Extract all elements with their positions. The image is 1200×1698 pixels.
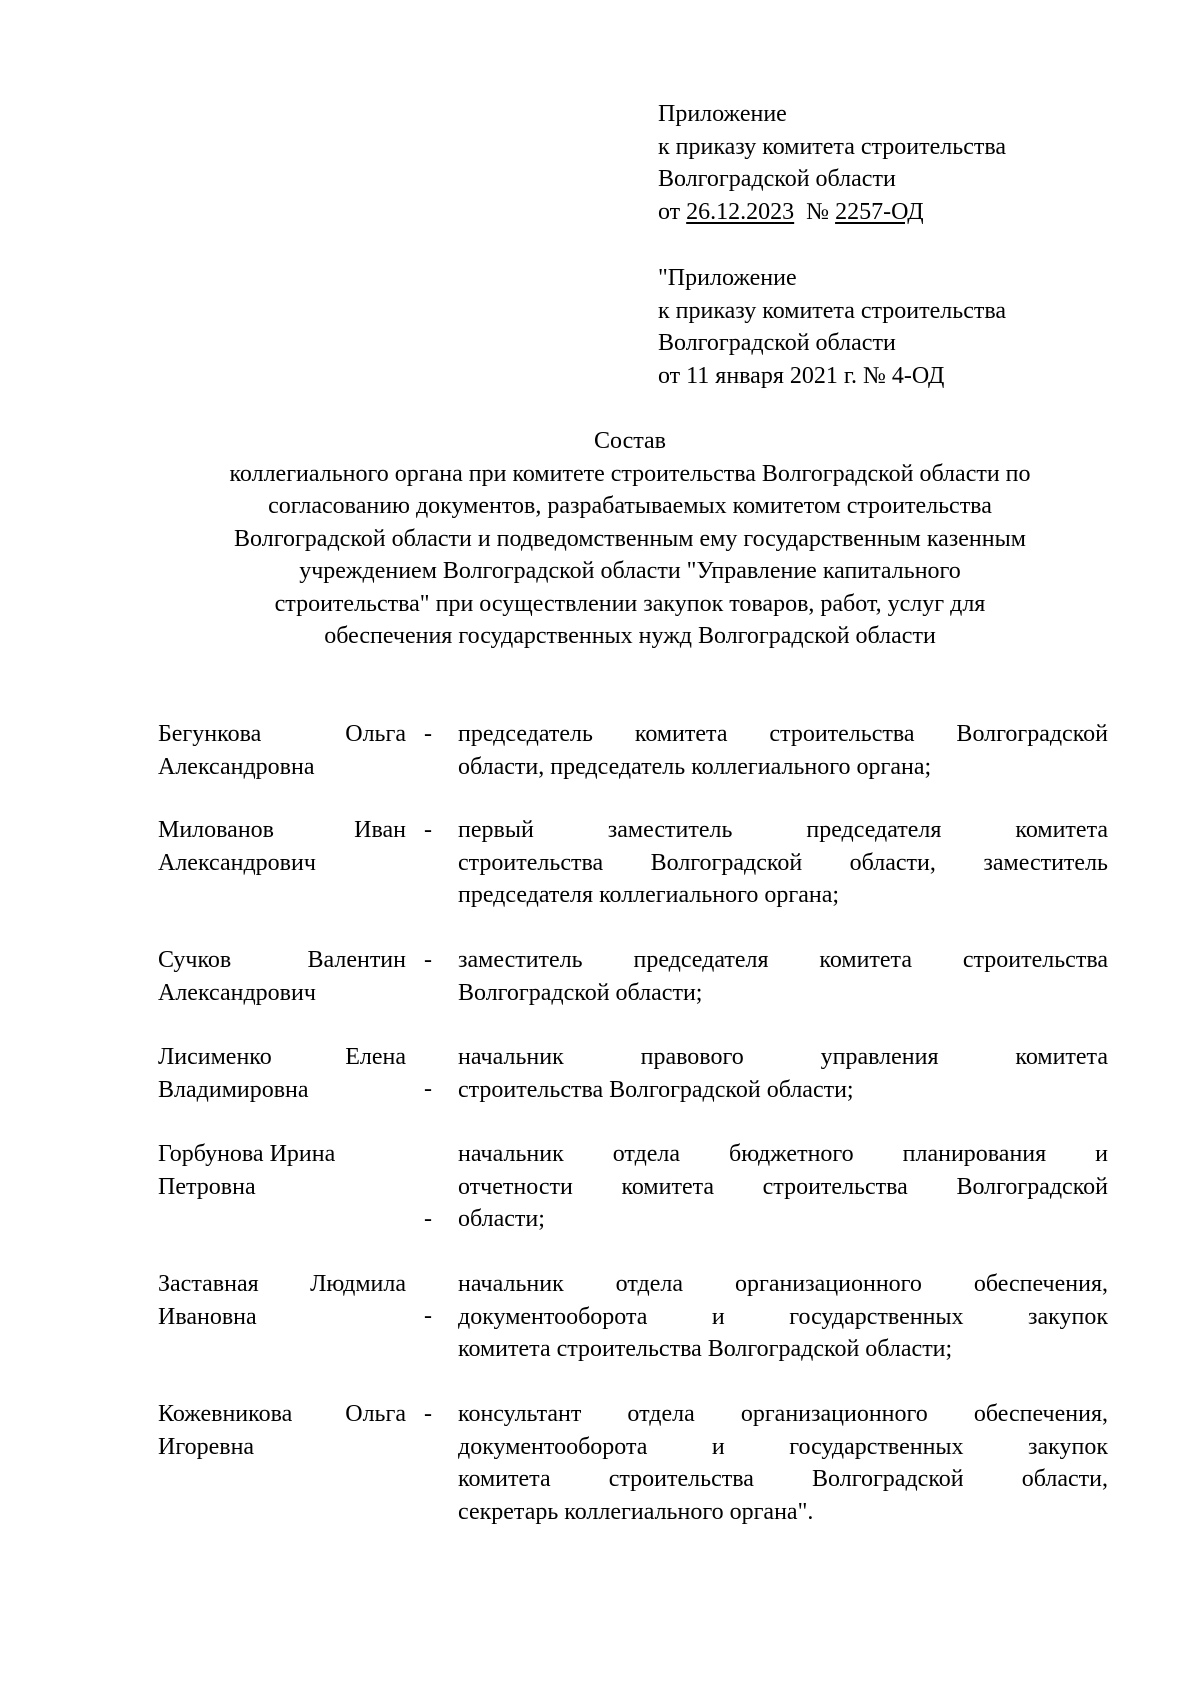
member-dash: - xyxy=(424,947,432,973)
member-name xyxy=(158,1041,406,1106)
member-name xyxy=(158,814,406,879)
stamp-region-line: Волгоградской области xyxy=(658,330,896,356)
title-line: Волгоградской области и подведомственным ему государственным казенным xyxy=(234,525,1026,552)
member-name-line: Кожевникова Ольга xyxy=(158,1401,406,1427)
title-line: обеспечения государственных нужд Волгоградской области xyxy=(324,623,936,649)
stamp-date-line: от 11 января 2021 г. № 4-ОД xyxy=(658,362,945,389)
member-name xyxy=(158,1138,406,1203)
role-line: комитета строительства Волгоградской области; xyxy=(458,1336,953,1362)
stamp-date: 26.12.2023 xyxy=(686,198,795,225)
role-line: документооборота и государственных закупок xyxy=(458,1433,1108,1460)
role-line: председателя коллегиального органа; xyxy=(458,882,840,908)
member-dash: - xyxy=(424,1303,432,1329)
stamp-heading: Приложение xyxy=(658,101,787,127)
role-line: первый заместитель председателя комитета xyxy=(458,817,1108,843)
member-name xyxy=(158,1398,406,1463)
role-line: начальник правового управления комитета xyxy=(458,1044,1108,1070)
title-line: коллегиального органа при комитете строительства Волгоградской области по xyxy=(229,460,1031,487)
member-name-line: Александрович xyxy=(158,979,316,1006)
member-name-line: Александрович xyxy=(158,849,316,876)
stamp-region-line: Волгоградской области xyxy=(658,166,896,192)
appendix-stamp-original xyxy=(658,262,1178,392)
member-name xyxy=(158,1268,406,1333)
member-name-line: Александровна xyxy=(158,753,315,780)
stamp-date-prefix: от xyxy=(658,198,681,225)
role-line: строительства Волгоградской области, заместитель xyxy=(458,849,1108,876)
member-name-line: Игоревна xyxy=(158,1433,255,1460)
role-line: комитета строительства Волгоградской области, xyxy=(458,1466,1108,1492)
member-role xyxy=(458,944,1108,1009)
member-name xyxy=(158,944,406,1009)
role-line: строительства Волгоградской области; xyxy=(458,1076,854,1103)
role-line: секретарь коллегиального органа". xyxy=(458,1498,814,1525)
role-line: документооборота и государственных закупок xyxy=(458,1303,1108,1330)
member-dash: - xyxy=(424,1206,432,1232)
member-dash: - xyxy=(424,1401,432,1427)
member-role xyxy=(458,1268,1108,1366)
role-line: консультант отдела организационного обеспечения, xyxy=(458,1401,1108,1427)
role-line: председатель комитета строительства Волгоградской xyxy=(458,721,1108,747)
role-line: области, председатель коллегиального органа; xyxy=(458,753,932,780)
member-name-line: Бегункова Ольга xyxy=(158,721,406,747)
stamp-date-line xyxy=(658,196,1178,229)
stamp-order-line: к приказу комитета строительства xyxy=(658,133,1007,160)
member-dash: - xyxy=(424,721,432,747)
member-name-line: Ивановна xyxy=(158,1303,257,1330)
title-line: строительства" при осуществлении закупок товаров, работ, услуг для xyxy=(274,590,986,617)
member-name-line: Владимировна xyxy=(158,1076,309,1103)
member-name-line: Лисименко Елена xyxy=(158,1044,406,1070)
stamp-order-line: к приказу комитета строительства xyxy=(658,297,1007,324)
member-dash: - xyxy=(424,817,432,843)
stamp-heading: "Приложение xyxy=(658,265,797,291)
title-line: согласованию документов, разрабатываемых комитетом строительства xyxy=(268,493,992,519)
role-line: заместитель председателя комитета строительства xyxy=(458,947,1108,973)
title-line: учреждением Волгоградской области "Управление капитального xyxy=(299,558,961,584)
member-name-line: Заставная Людмила xyxy=(158,1271,406,1297)
role-line: Волгоградской области; xyxy=(458,979,703,1006)
member-dash: - xyxy=(424,1076,432,1102)
member-name-line: Милованов Иван xyxy=(158,817,406,843)
role-line: области; xyxy=(458,1206,545,1232)
member-name-line: Сучков Валентин xyxy=(158,947,406,973)
member-role xyxy=(458,814,1108,912)
member-name-line: Петровна xyxy=(158,1173,256,1200)
appendix-stamp-current xyxy=(658,98,1178,228)
member-role xyxy=(458,1138,1108,1236)
stamp-number: 2257-ОД xyxy=(835,198,924,225)
member-role xyxy=(458,718,1108,783)
document-title xyxy=(140,425,1120,653)
member-name xyxy=(158,718,406,783)
member-role xyxy=(458,1398,1108,1528)
role-line: начальник отдела бюджетного планирования и xyxy=(458,1141,1108,1167)
role-line: начальник отдела организационного обеспечения, xyxy=(458,1271,1108,1297)
member-role xyxy=(458,1041,1108,1106)
member-name-line: Горбунова Ирина xyxy=(158,1141,336,1167)
role-line: отчетности комитета строительства Волгоградской xyxy=(458,1173,1108,1200)
title-heading: Состав xyxy=(593,428,667,454)
stamp-number-prefix: № xyxy=(806,198,830,225)
